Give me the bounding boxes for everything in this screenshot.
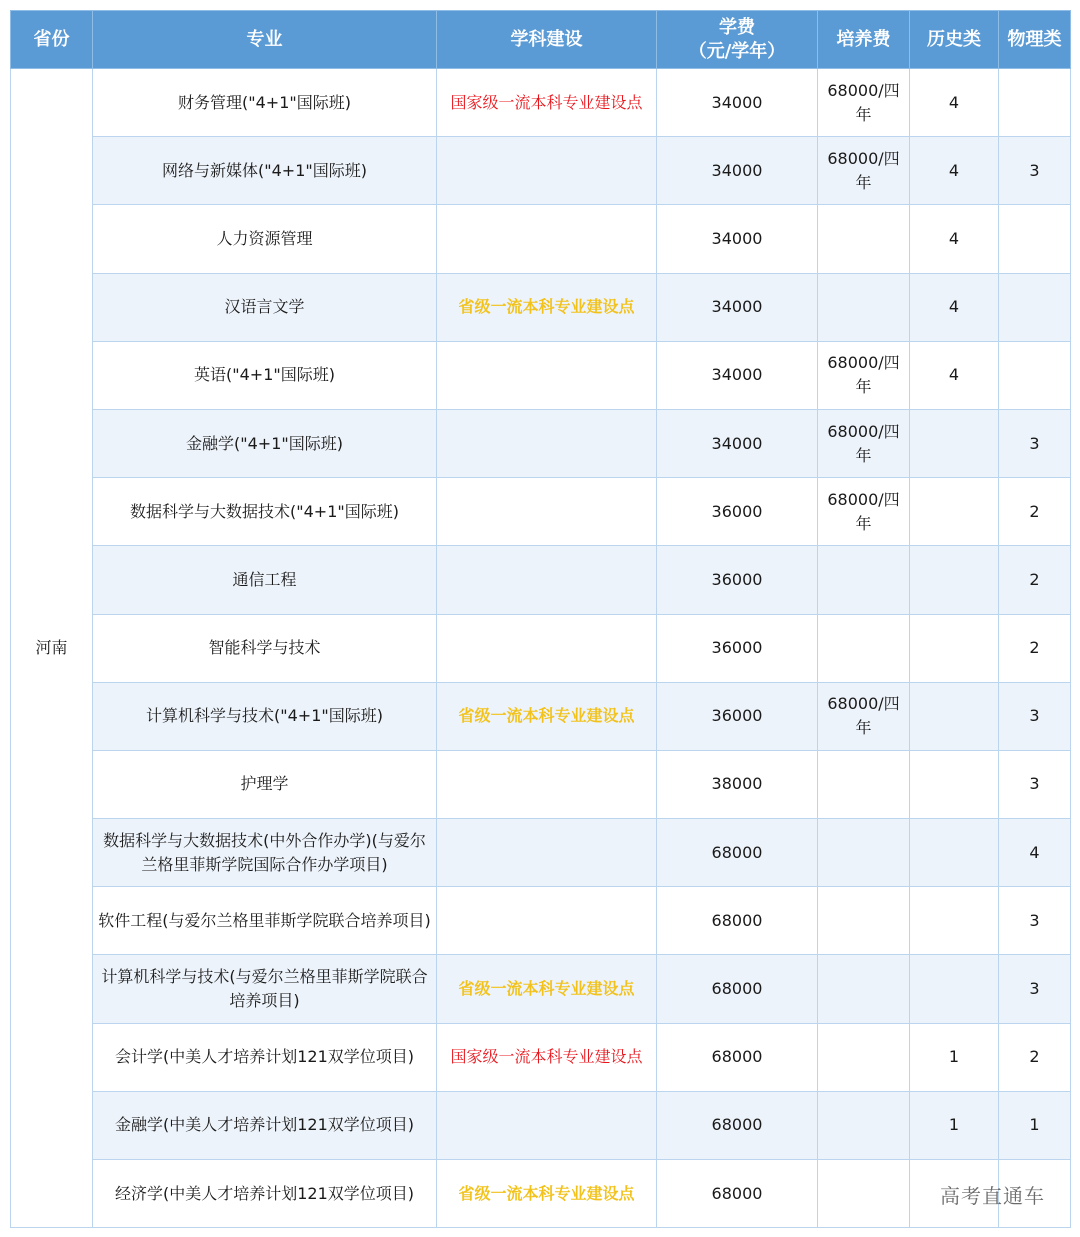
discipline-cell xyxy=(437,1091,657,1159)
table-row xyxy=(11,955,1071,1023)
major-cell xyxy=(93,1091,437,1159)
tuition-cell-text: 34000 xyxy=(711,92,763,112)
tuition-cell-text: 68000 xyxy=(711,842,763,862)
physics-cell xyxy=(999,341,1071,409)
tuition-cell xyxy=(657,478,818,546)
table-row xyxy=(11,478,1071,546)
major-cell xyxy=(93,69,437,137)
tuition-cell xyxy=(657,1160,818,1228)
tuition-cell xyxy=(657,409,818,477)
major-cell xyxy=(93,682,437,750)
major-cell-text: 计算机科学与技术("4+1"国际班) xyxy=(146,706,383,726)
training-fee-cell xyxy=(818,341,910,409)
discipline-cell-text: 省级一流本科专业建设点 xyxy=(458,979,635,999)
tuition-cell xyxy=(657,750,818,818)
physics-cell-text: 2 xyxy=(1029,638,1040,658)
training-fee-cell-text: 68000/四年 xyxy=(827,353,900,397)
discipline-cell xyxy=(437,1160,657,1228)
admission-fee-table-container xyxy=(10,10,1070,1228)
table-row xyxy=(11,341,1071,409)
history-cell xyxy=(910,69,999,137)
major-cell xyxy=(93,887,437,955)
training-fee-cell xyxy=(818,614,910,682)
physics-cell xyxy=(999,409,1071,477)
major-cell-text: 计算机科学与技术(与爱尔兰格里菲斯学院联合培养项目) xyxy=(101,967,428,1011)
training-fee-cell-text: 68000/四年 xyxy=(827,694,900,738)
training-fee-cell xyxy=(818,887,910,955)
table-row xyxy=(11,1023,1071,1091)
tuition-cell-text: 68000 xyxy=(711,910,763,930)
discipline-cell xyxy=(437,478,657,546)
tuition-cell xyxy=(657,341,818,409)
physics-cell xyxy=(999,1023,1071,1091)
discipline-cell-text: 省级一流本科专业建设点 xyxy=(458,297,635,317)
major-cell-text: 金融学(中美人才培养计划121双学位项目) xyxy=(114,1115,415,1135)
training-fee-cell-text: 68000/四年 xyxy=(827,148,900,192)
major-cell xyxy=(93,546,437,614)
table-row xyxy=(11,887,1071,955)
tuition-cell xyxy=(657,137,818,205)
history-cell-text: 1 xyxy=(948,1115,960,1135)
major-cell xyxy=(93,341,437,409)
training-fee-cell xyxy=(818,478,910,546)
discipline-cell xyxy=(437,614,657,682)
history-cell xyxy=(910,205,999,273)
history-cell xyxy=(910,546,999,614)
tuition-cell-text: 34000 xyxy=(711,297,763,317)
header-tuition xyxy=(657,11,818,69)
physics-cell-text: 3 xyxy=(1029,706,1040,726)
tuition-cell-text: 68000 xyxy=(711,1183,763,1203)
training-fee-cell-text: 68000/四年 xyxy=(827,421,900,465)
history-cell-text: 4 xyxy=(948,297,960,317)
header-tuition-line1: 学费 xyxy=(719,16,755,38)
history-cell xyxy=(910,273,999,341)
physics-cell-text: 1 xyxy=(1029,1115,1040,1135)
watermark: 高考直通车 xyxy=(940,1184,1045,1208)
tuition-cell xyxy=(657,69,818,137)
discipline-cell xyxy=(437,137,657,205)
history-cell-text: 4 xyxy=(948,92,960,112)
history-cell xyxy=(910,955,999,1023)
major-cell-text: 金融学("4+1"国际班) xyxy=(186,433,343,453)
tuition-cell xyxy=(657,205,818,273)
discipline-cell xyxy=(437,205,657,273)
header-history: 历史类 xyxy=(910,11,999,69)
header-training-fee: 培养费 xyxy=(818,11,910,69)
history-cell xyxy=(910,137,999,205)
major-cell-text: 人力资源管理 xyxy=(216,228,313,248)
physics-cell xyxy=(999,205,1071,273)
tuition-cell xyxy=(657,614,818,682)
major-cell-text: 汉语言文学 xyxy=(224,297,305,317)
physics-cell xyxy=(999,955,1071,1023)
history-cell xyxy=(910,750,999,818)
header-physics: 物理类 xyxy=(999,11,1071,69)
tuition-cell-text: 36000 xyxy=(711,706,763,726)
tuition-cell xyxy=(657,1091,818,1159)
history-cell-text: 1 xyxy=(948,1047,960,1067)
physics-cell xyxy=(999,69,1071,137)
training-fee-cell xyxy=(818,1023,910,1091)
table-row xyxy=(11,819,1071,887)
table-body xyxy=(11,69,1071,1228)
table-row xyxy=(11,137,1071,205)
province-cell: 河南 xyxy=(11,69,93,1228)
discipline-cell xyxy=(437,1023,657,1091)
training-fee-cell xyxy=(818,750,910,818)
major-cell-text: 财务管理("4+1"国际班) xyxy=(178,92,351,112)
physics-cell-text: 2 xyxy=(1029,501,1040,521)
physics-cell-text: 3 xyxy=(1029,979,1040,999)
physics-cell xyxy=(999,137,1071,205)
physics-cell-text: 3 xyxy=(1029,774,1040,794)
major-cell xyxy=(93,955,437,1023)
major-cell-text: 通信工程 xyxy=(232,569,297,589)
physics-cell xyxy=(999,819,1071,887)
history-cell xyxy=(910,341,999,409)
history-cell xyxy=(910,682,999,750)
training-fee-cell-text: 68000/四年 xyxy=(827,489,900,533)
training-fee-cell xyxy=(818,682,910,750)
header-tuition-line2: （元/学年） xyxy=(688,40,786,62)
tuition-cell-text: 68000 xyxy=(711,979,763,999)
tuition-cell-text: 36000 xyxy=(711,501,763,521)
discipline-cell xyxy=(437,546,657,614)
physics-cell-text: 4 xyxy=(1029,842,1040,862)
history-cell-text: 4 xyxy=(948,365,960,385)
tuition-cell xyxy=(657,682,818,750)
discipline-cell xyxy=(437,409,657,477)
table-row xyxy=(11,273,1071,341)
tuition-cell-text: 34000 xyxy=(711,365,763,385)
major-cell xyxy=(93,1160,437,1228)
admission-fee-table xyxy=(10,10,1071,1228)
physics-cell xyxy=(999,1160,1071,1228)
major-cell-text: 网络与新媒体("4+1"国际班) xyxy=(162,160,367,180)
tuition-cell xyxy=(657,546,818,614)
discipline-cell-text: 省级一流本科专业建设点 xyxy=(458,706,635,726)
major-cell-text: 数据科学与大数据技术("4+1"国际班) xyxy=(130,501,399,521)
table-row xyxy=(11,546,1071,614)
physics-cell xyxy=(999,1091,1071,1159)
training-fee-cell xyxy=(818,409,910,477)
physics-cell-text: 3 xyxy=(1029,910,1040,930)
physics-cell xyxy=(999,614,1071,682)
major-cell-text: 智能科学与技术 xyxy=(208,638,321,658)
table-row xyxy=(11,750,1071,818)
history-cell xyxy=(910,1160,999,1228)
history-cell xyxy=(910,614,999,682)
history-cell-text: 4 xyxy=(948,160,960,180)
major-cell xyxy=(93,750,437,818)
training-fee-cell xyxy=(818,819,910,887)
history-cell-text: 4 xyxy=(948,228,960,248)
tuition-cell-text: 34000 xyxy=(711,228,763,248)
history-cell xyxy=(910,819,999,887)
discipline-cell xyxy=(437,341,657,409)
table-row xyxy=(11,614,1071,682)
training-fee-cell-text: 68000/四年 xyxy=(827,80,900,124)
training-fee-cell xyxy=(818,546,910,614)
table-row xyxy=(11,69,1071,137)
history-cell xyxy=(910,887,999,955)
major-cell-text: 英语("4+1"国际班) xyxy=(194,365,335,385)
major-cell xyxy=(93,205,437,273)
training-fee-cell xyxy=(818,955,910,1023)
physics-cell-text: 2 xyxy=(1029,569,1040,589)
major-cell-text: 护理学 xyxy=(240,774,289,794)
tuition-cell-text: 68000 xyxy=(711,1115,763,1135)
physics-cell xyxy=(999,750,1071,818)
table-header-row xyxy=(11,11,1071,69)
tuition-cell xyxy=(657,1023,818,1091)
major-cell xyxy=(93,1023,437,1091)
tuition-cell-text: 36000 xyxy=(711,569,763,589)
discipline-cell xyxy=(437,273,657,341)
discipline-cell xyxy=(437,682,657,750)
physics-cell xyxy=(999,273,1071,341)
history-cell xyxy=(910,409,999,477)
discipline-cell xyxy=(437,819,657,887)
physics-cell xyxy=(999,682,1071,750)
table-row xyxy=(11,205,1071,273)
tuition-cell-text: 38000 xyxy=(711,774,763,794)
training-fee-cell xyxy=(818,137,910,205)
tuition-cell-text: 34000 xyxy=(711,160,763,180)
physics-cell xyxy=(999,887,1071,955)
major-cell xyxy=(93,409,437,477)
tuition-cell-text: 34000 xyxy=(711,433,763,453)
table-row xyxy=(11,682,1071,750)
major-cell xyxy=(93,819,437,887)
discipline-cell xyxy=(437,955,657,1023)
training-fee-cell xyxy=(818,69,910,137)
major-cell-text: 数据科学与大数据技术(中外合作办学)(与爱尔兰格里菲斯学院国际合作办学项目) xyxy=(103,830,426,874)
tuition-cell-text: 36000 xyxy=(711,638,763,658)
training-fee-cell xyxy=(818,1160,910,1228)
tuition-cell xyxy=(657,887,818,955)
major-cell-text: 经济学(中美人才培养计划121双学位项目) xyxy=(114,1183,415,1203)
training-fee-cell xyxy=(818,1091,910,1159)
tuition-cell-text: 68000 xyxy=(711,1047,763,1067)
header-province: 省份 xyxy=(11,11,93,69)
major-cell-text: 软件工程(与爱尔兰格里菲斯学院联合培养项目) xyxy=(98,910,431,930)
header-discipline: 学科建设 xyxy=(437,11,657,69)
physics-cell xyxy=(999,478,1071,546)
table-row xyxy=(11,409,1071,477)
history-cell xyxy=(910,478,999,546)
major-cell xyxy=(93,137,437,205)
history-cell xyxy=(910,1023,999,1091)
tuition-cell xyxy=(657,955,818,1023)
table-row xyxy=(11,1091,1071,1159)
training-fee-cell xyxy=(818,273,910,341)
discipline-cell xyxy=(437,750,657,818)
physics-cell xyxy=(999,546,1071,614)
major-cell-text: 会计学(中美人才培养计划121双学位项目) xyxy=(114,1047,415,1067)
history-cell xyxy=(910,1091,999,1159)
discipline-cell-text: 国家级一流本科专业建设点 xyxy=(450,92,643,112)
training-fee-cell xyxy=(818,205,910,273)
discipline-cell-text: 国家级一流本科专业建设点 xyxy=(450,1047,643,1067)
major-cell xyxy=(93,478,437,546)
discipline-cell xyxy=(437,887,657,955)
header-major: 专业 xyxy=(93,11,437,69)
physics-cell-text: 2 xyxy=(1029,1047,1040,1067)
major-cell xyxy=(93,273,437,341)
tuition-cell xyxy=(657,819,818,887)
tuition-cell xyxy=(657,273,818,341)
major-cell xyxy=(93,614,437,682)
physics-cell-text: 3 xyxy=(1029,160,1040,180)
discipline-cell-text: 省级一流本科专业建设点 xyxy=(458,1183,635,1203)
discipline-cell xyxy=(437,69,657,137)
table-row xyxy=(11,1160,1071,1228)
physics-cell-text: 3 xyxy=(1029,433,1040,453)
